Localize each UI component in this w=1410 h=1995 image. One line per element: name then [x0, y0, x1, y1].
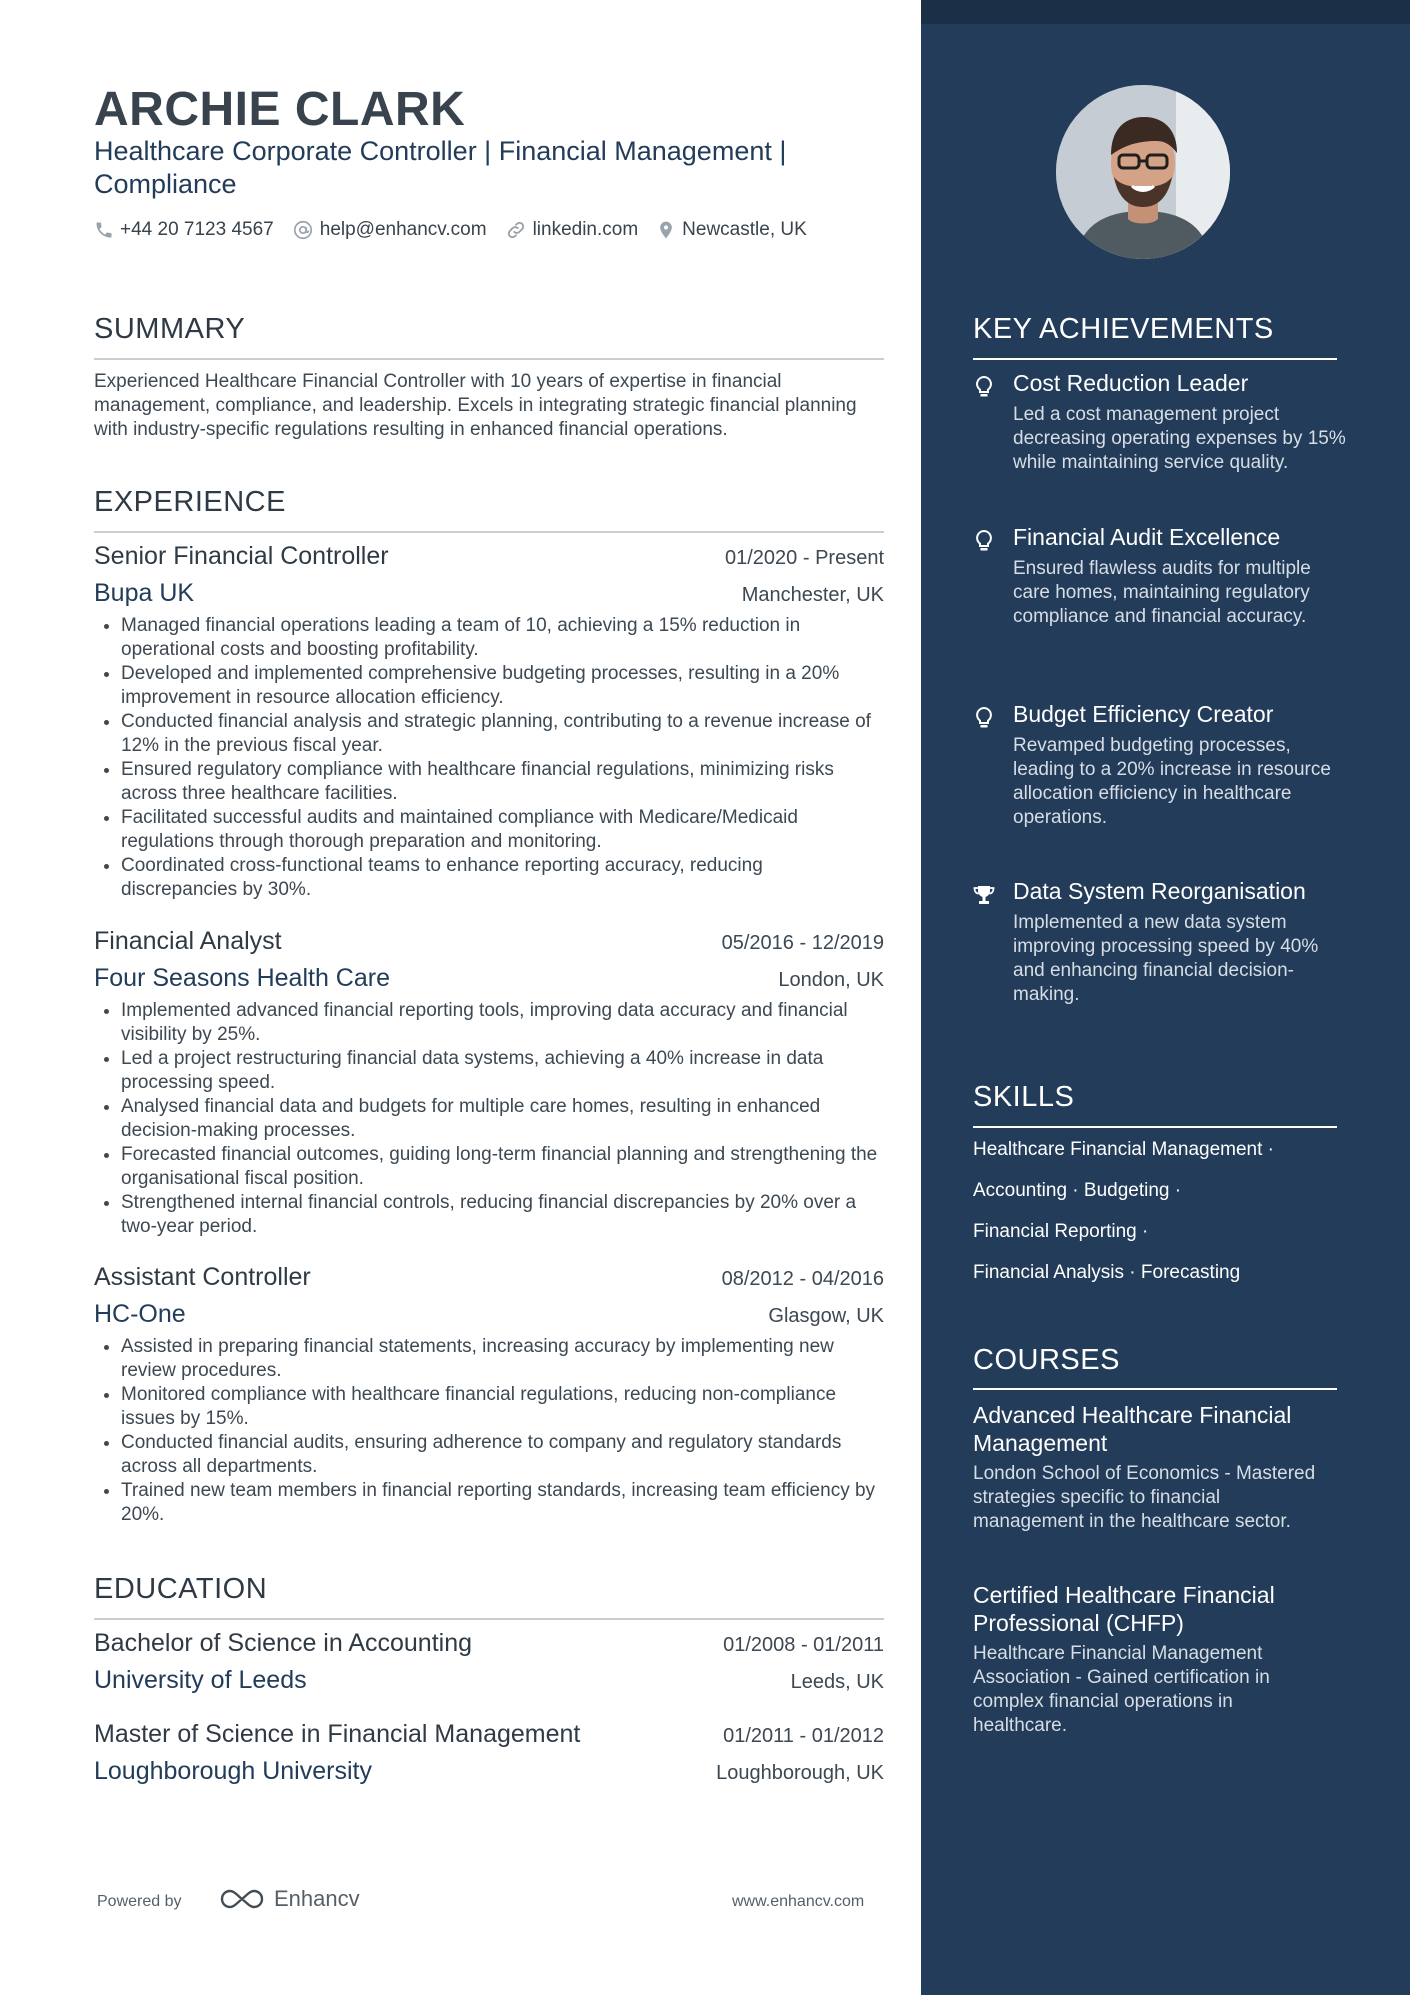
edu-school: Loughborough University — [94, 1757, 372, 1785]
courses-rule — [973, 1388, 1337, 1390]
skill-line: Accounting · Budgeting · — [973, 1180, 1182, 1201]
edu-dates: 01/2011 - 01/2012 — [723, 1725, 884, 1747]
edu-degree: Master of Science in Financial Management — [94, 1720, 581, 1748]
job-bullet: • Developed and implemented comprehensive budgeting processes, resulting in a 20% improvement in resource allocation efficiency. — [121, 662, 884, 710]
footer-powered — [97, 1893, 182, 1911]
location-text: Newcastle, UK — [682, 219, 807, 240]
job-bullet: • Ensured regulatory compliance with healthcare financial regulations, minimizing risks across three healthcare facilities. — [121, 758, 884, 806]
brand-name: Enhancv — [274, 1886, 360, 1911]
lightbulb-icon — [973, 529, 995, 553]
job-company: Bupa UK — [94, 579, 195, 607]
job-location: Glasgow, UK — [768, 1305, 884, 1327]
job-company: HC-One — [94, 1300, 186, 1328]
footer-brand[interactable] — [218, 1886, 360, 1912]
avatar — [1056, 85, 1230, 259]
achievement-item — [973, 523, 1353, 629]
contact-email[interactable] — [292, 219, 487, 241]
profile-photo-icon — [1056, 85, 1230, 259]
job-entry — [94, 542, 884, 902]
job-bullet: • Strengthened internal financial controls, reducing financial discrepancies by 20% over a two-year period. — [121, 1191, 884, 1239]
skills-title: SKILLS — [973, 1081, 1075, 1113]
candidate-name: ARCHIE CLARK — [94, 83, 466, 136]
achievement-item — [973, 369, 1353, 475]
headline: Healthcare Corporate Controller | Financial Management | Compliance — [94, 136, 787, 199]
job-location: Manchester, UK — [741, 584, 884, 606]
job-bullet: • Coordinated cross-functional teams to enhance reporting accuracy, reducing discrepancies by 30%. — [121, 854, 884, 902]
edu-school: University of Leeds — [94, 1666, 307, 1694]
achievement-title: Financial Audit Excellence — [1013, 524, 1281, 550]
course-desc: Healthcare Financial Management Association - Gained certification in complex financial operations in healthcare. — [973, 1643, 1270, 1736]
job-role: Assistant Controller — [94, 1263, 311, 1291]
skills-list — [973, 1138, 1313, 1302]
at-icon — [292, 219, 314, 241]
email-text: help@enhancv.com — [319, 219, 487, 240]
lightbulb-icon — [973, 375, 995, 399]
course-title: Advanced Healthcare Financial Management — [973, 1402, 1292, 1456]
achievement-title: Data System Reorganisation — [1013, 878, 1306, 904]
achievement-title: Budget Efficiency Creator — [1013, 701, 1274, 727]
job-bullet: • Managed financial operations leading a team of 10, achieving a 15% reduction in operational costs and boosting profitability. — [121, 614, 884, 662]
job-role: Financial Analyst — [94, 927, 282, 955]
job-bullet: • Analysed financial data and budgets for multiple care homes, resulting in enhanced decision-making processes. — [121, 1095, 884, 1143]
skill-line: Financial Reporting · — [973, 1221, 1149, 1242]
enhancv-logo-icon — [218, 1886, 266, 1912]
job-location: London, UK — [778, 969, 884, 991]
job-bullet: • Led a project restructuring financial data systems, achieving a 40% increase in data processing speed. — [121, 1047, 884, 1095]
experience-rule — [94, 531, 884, 533]
courses-title: COURSES — [973, 1344, 1120, 1376]
skill-line: Healthcare Financial Management · — [973, 1139, 1274, 1160]
job-entry — [94, 1263, 884, 1527]
job-bullet: • Conducted financial analysis and strategic planning, contributing to a revenue increase of 12% in the previous fiscal year. — [121, 710, 884, 758]
footer-website[interactable]: www.enhancv.com — [732, 1893, 865, 1910]
edu-location: Loughborough, UK — [716, 1762, 884, 1784]
job-bullet: • Conducted financial audits, ensuring adherence to company and regulatory standards across all departments. — [121, 1431, 884, 1479]
education-rule — [94, 1618, 884, 1620]
edu-degree: Bachelor of Science in Accounting — [94, 1629, 473, 1657]
trophy-icon — [973, 883, 995, 907]
job-entry — [94, 927, 884, 1239]
phone-text: +44 20 7123 4567 — [120, 219, 274, 240]
sidebar — [921, 0, 1410, 1995]
phone-icon — [94, 220, 114, 240]
job-bullet: • Trained new team members in financial reporting standards, increasing team efficiency by 20%. — [121, 1479, 884, 1527]
summary-text: Experienced Healthcare Financial Controller with 10 years of expertise in financial management, compliance, and leadership. Excels in integrating strategic financial planning with industry-specific regulations resulting in enhanced financial operations. — [94, 371, 857, 440]
achievements-rule — [973, 358, 1337, 360]
achievement-desc: Ensured flawless audits for multiple care homes, maintaining regulatory compliance and financial accuracy. — [1013, 558, 1311, 627]
sidebar-top-strip — [921, 0, 1410, 24]
edu-location: Leeds, UK — [790, 1671, 884, 1693]
achievement-item — [973, 877, 1353, 1007]
education-entry — [94, 1720, 884, 1786]
lightbulb-icon — [973, 706, 995, 730]
job-dates: 01/2020 - Present — [725, 547, 884, 569]
contact-phone[interactable] — [94, 219, 274, 241]
achievement-desc: Revamped budgeting processes, leading to a 20% increase in resource allocation efficiency in healthcare operations. — [1013, 735, 1331, 828]
job-dates: 08/2012 - 04/2016 — [721, 1268, 884, 1290]
summary-rule — [94, 358, 884, 360]
achievement-title: Cost Reduction Leader — [1013, 370, 1249, 396]
summary-title: SUMMARY — [94, 313, 246, 345]
skill-line: Financial Analysis · Forecasting — [973, 1262, 1241, 1283]
job-bullet: • Assisted in preparing financial statements, increasing accuracy by implementing new review procedures. — [121, 1335, 884, 1383]
experience-title: EXPERIENCE — [94, 486, 286, 518]
education-entry — [94, 1629, 884, 1695]
education-title: EDUCATION — [94, 1573, 268, 1605]
link-text: linkedin.com — [532, 219, 639, 240]
edu-dates: 01/2008 - 01/2011 — [723, 1634, 884, 1656]
link-icon — [505, 219, 527, 241]
job-bullets — [94, 614, 884, 902]
job-dates: 05/2016 - 12/2019 — [721, 932, 884, 954]
course-title: Certified Healthcare Financial Professional (CHFP) — [973, 1582, 1275, 1636]
job-company: Four Seasons Health Care — [94, 964, 390, 992]
powered-by-text: Powered by — [97, 1893, 182, 1910]
job-role: Senior Financial Controller — [94, 542, 389, 570]
achievement-desc: Implemented a new data system improving processing speed by 40% and enhancing financial decision-making. — [1013, 912, 1319, 1005]
course-item — [973, 1401, 1323, 1534]
job-bullets — [94, 1335, 884, 1527]
contact-link[interactable] — [505, 219, 639, 241]
achievement-item — [973, 700, 1353, 830]
course-item — [973, 1581, 1323, 1738]
job-bullet: • Monitored compliance with healthcare financial regulations, reducing non-compliance issues by 15%. — [121, 1383, 884, 1431]
skills-rule — [973, 1126, 1337, 1128]
job-bullet: • Implemented advanced financial reporting tools, improving data accuracy and financial visibility by 25%. — [121, 999, 884, 1047]
contact-location — [656, 219, 807, 241]
contact-bar — [94, 216, 825, 244]
achievements-title: KEY ACHIEVEMENTS — [973, 313, 1274, 345]
course-desc: London School of Economics - Mastered strategies specific to financial management in the healthcare sector. — [973, 1463, 1316, 1532]
job-bullet: • Forecasted financial outcomes, guiding long-term financial planning and strengthening the organisational fiscal position. — [121, 1143, 884, 1191]
location-pin-icon — [656, 219, 676, 241]
job-bullets — [94, 999, 884, 1239]
achievement-desc: Led a cost management project decreasing operating expenses by 15% while maintaining service quality. — [1013, 404, 1346, 473]
job-bullet: • Facilitated successful audits and maintained compliance with Medicare/Medicaid regulations through thorough preparation and monitoring. — [121, 806, 884, 854]
